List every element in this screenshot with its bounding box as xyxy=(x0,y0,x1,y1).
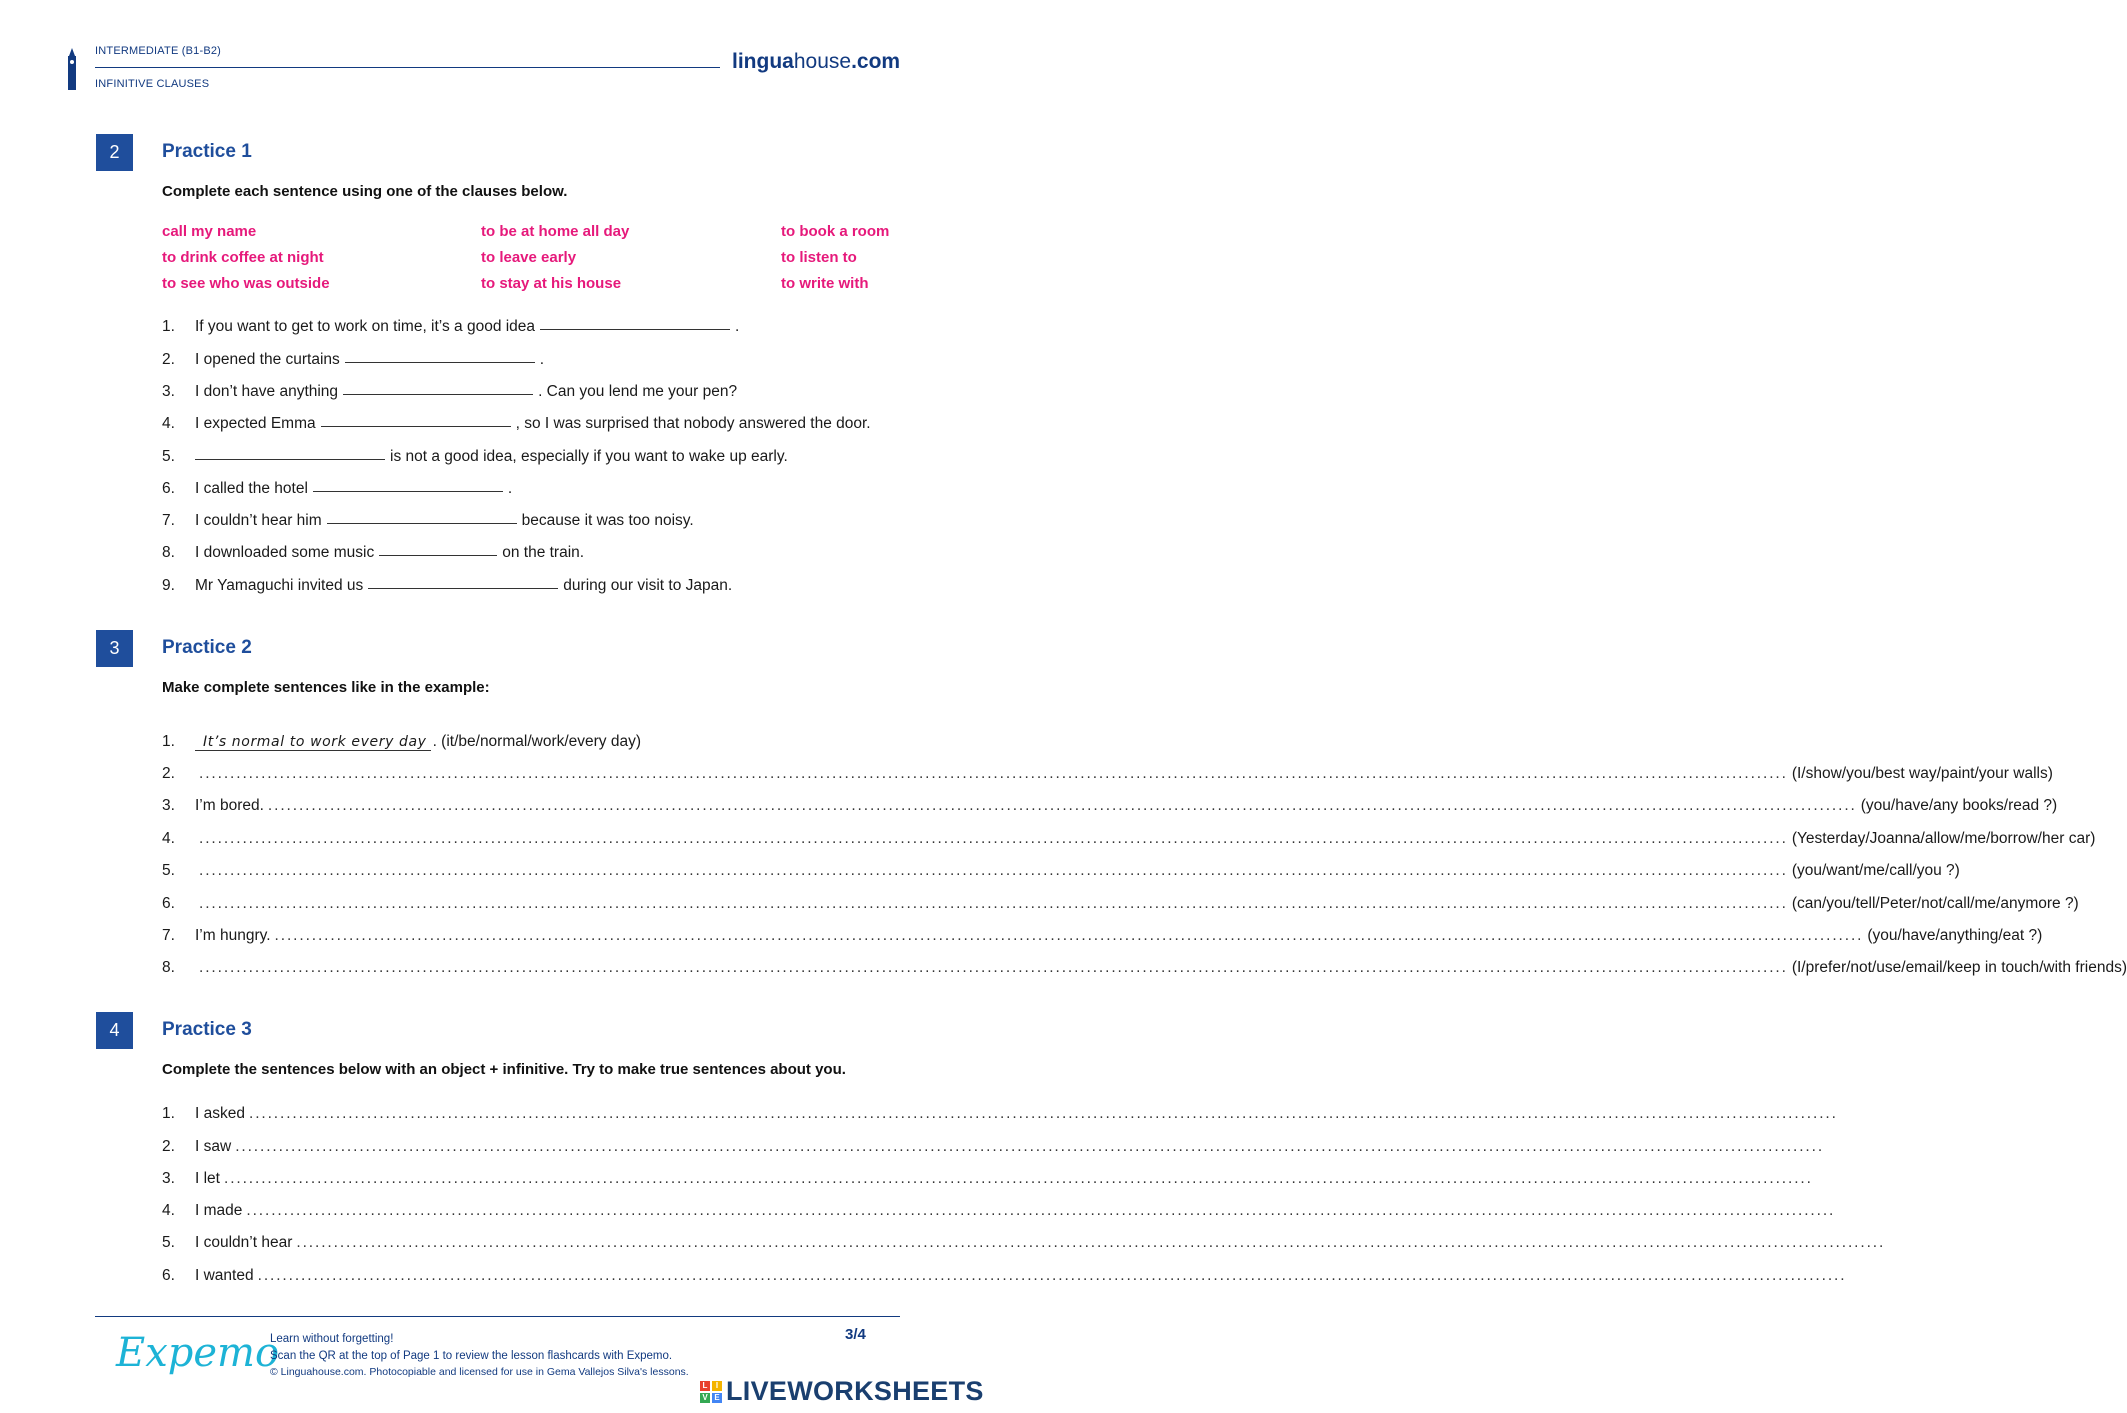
clause-option: to see who was outside xyxy=(162,275,330,292)
answer-blank[interactable] xyxy=(327,522,517,524)
answer-line[interactable] xyxy=(246,1202,1835,1220)
example-answer: It’s normal to work every day xyxy=(195,734,431,751)
exercise-item: 6. ..... (can/you/tell/Peter/not/call/me/anymore ?) xyxy=(162,895,902,913)
exercise-item: 2. I saw ..... xyxy=(162,1138,902,1156)
answer-blank[interactable] xyxy=(195,458,385,460)
exercise-item: 3. I let ..... xyxy=(162,1170,902,1188)
badge-letter: L xyxy=(700,1381,710,1391)
answer-line[interactable] xyxy=(258,1267,1847,1285)
exercise-item: 1. If you want to get to work on time, it’s a good idea . xyxy=(162,318,740,335)
answer-line[interactable] xyxy=(268,797,1857,815)
clause-option: to write with xyxy=(781,275,869,292)
exercise-item: 7. I’m hungry. ..... (you/have/anything/eat ?) xyxy=(162,927,902,945)
badge-letter: E xyxy=(712,1393,722,1403)
footer-instruction: Scan the QR at the top of Page 1 to review the lesson flashcards with Expemo. xyxy=(270,1350,673,1362)
exercise-item: 4. ..... (Yesterday/Joanna/allow/me/borrow/her car) xyxy=(162,830,902,848)
exercise-item: 8. I downloaded some music on the train. xyxy=(162,544,585,561)
exercise-item: 2. ..... (I/show/you/best way/paint/your walls) xyxy=(162,765,902,783)
badge-letter: V xyxy=(700,1393,710,1403)
answer-line[interactable] xyxy=(249,1105,1838,1123)
clause-option: to be at home all day xyxy=(481,223,630,240)
clause-option: call my name xyxy=(162,223,257,240)
answer-blank[interactable] xyxy=(321,425,511,427)
exercise-item: 1. I asked ..... xyxy=(162,1105,902,1123)
expemo-logo[interactable]: Expemo xyxy=(116,1330,280,1376)
header-divider xyxy=(95,67,720,68)
answer-line[interactable] xyxy=(275,927,1864,945)
badge-letter: I xyxy=(712,1381,722,1391)
exercise-item: 7. I couldn’t hear him because it was too noisy. xyxy=(162,512,694,529)
footer-tagline: Learn without forgetting! xyxy=(270,1333,394,1345)
section-title: Practice 2 xyxy=(162,637,252,658)
footer-divider xyxy=(95,1316,900,1317)
page-number: 3/4 xyxy=(845,1326,866,1343)
exercise-item: 5. is not a good idea, especially if you want to wake up early. xyxy=(162,448,788,465)
instruction: Complete each sentence using one of the clauses below. xyxy=(162,183,568,200)
exercise-item: 3. I don’t have anything . Can you lend me your pen? xyxy=(162,383,738,400)
clause-option: to drink coffee at night xyxy=(162,249,324,266)
answer-blank[interactable] xyxy=(313,490,503,492)
answer-blank[interactable] xyxy=(540,328,730,330)
answer-line[interactable] xyxy=(224,1170,1813,1188)
answer-blank[interactable] xyxy=(379,554,497,556)
answer-line[interactable] xyxy=(199,862,1788,880)
liveworksheets-logo[interactable] xyxy=(700,1376,984,1407)
answer-line[interactable] xyxy=(199,765,1788,783)
instruction: Make complete sentences like in the example: xyxy=(162,679,490,696)
section-number: 2 xyxy=(96,134,133,171)
exercise-item: 4. I expected Emma , so I was surprised that nobody answered the door. xyxy=(162,415,871,432)
exercise-item: 4. I made ..... xyxy=(162,1202,902,1220)
section-title: Practice 3 xyxy=(162,1019,252,1040)
section-number: 3 xyxy=(96,630,133,667)
exercise-item: 8. ..... (I/prefer/not/use/email/keep in touch/with friends) xyxy=(162,959,902,977)
exercise-item: 6. I called the hotel . xyxy=(162,480,513,497)
exercise-item: 2. I opened the curtains . xyxy=(162,351,545,368)
answer-line[interactable] xyxy=(199,830,1788,848)
exercise-item: 9. Mr Yamaguchi invited us during our visit to Japan. xyxy=(162,577,733,594)
exercise-item: 5. I couldn’t hear ..... xyxy=(162,1234,902,1252)
liveworksheets-wordmark: LIVEWORKSHEETS xyxy=(726,1376,984,1406)
clause-option: to stay at his house xyxy=(481,275,622,292)
topic-label: INFINITIVE CLAUSES xyxy=(95,78,210,90)
linguahouse-logo[interactable]: linguahouse.com xyxy=(732,50,901,73)
level-label: INTERMEDIATE (B1-B2) xyxy=(95,45,222,57)
live-badge-icon xyxy=(700,1381,722,1403)
instruction: Complete the sentences below with an object + infinitive. Try to make true sentences about you. xyxy=(162,1061,846,1078)
section-title: Practice 1 xyxy=(162,141,252,162)
section-number: 4 xyxy=(96,1012,133,1049)
answer-line[interactable] xyxy=(199,895,1788,913)
answer-blank[interactable] xyxy=(343,393,533,395)
big-ben-icon xyxy=(66,48,78,90)
clause-option: to leave early xyxy=(481,249,577,266)
clause-option: to listen to xyxy=(781,249,857,266)
answer-line[interactable] xyxy=(199,959,1788,977)
exercise-item: 6. I wanted ..... xyxy=(162,1267,902,1285)
footer-copyright: © Linguahouse.com. Photocopiable and licensed for use in Gema Vallejos Silva's lessons. xyxy=(270,1366,689,1378)
answer-blank[interactable] xyxy=(345,361,535,363)
example-item: 1. It’s normal to work every day . (it/be/normal/work/every day) xyxy=(162,733,642,750)
answer-blank[interactable] xyxy=(368,587,558,589)
answer-line[interactable] xyxy=(235,1138,1824,1156)
answer-line[interactable] xyxy=(296,1234,1885,1252)
exercise-item: 5. ..... (you/want/me/call/you ?) xyxy=(162,862,902,880)
clause-option: to book a room xyxy=(781,223,890,240)
exercise-item: 3. I’m bored. ..... (you/have/any books/read ?) xyxy=(162,797,902,815)
